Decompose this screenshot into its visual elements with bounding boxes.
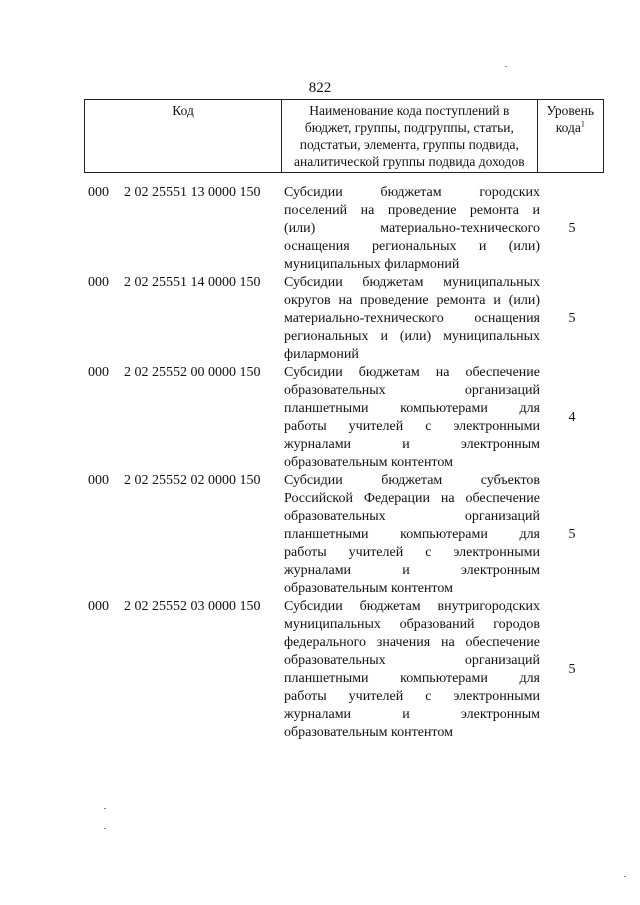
revenue-name-line: округов на проведение ремонта и (или) xyxy=(284,293,540,308)
header-level xyxy=(537,100,603,173)
revenue-name-line: Субсидии бюджетам на обеспечение xyxy=(284,365,540,380)
revenue-name xyxy=(284,364,540,472)
revenue-name-line: журналами и электронным xyxy=(284,707,540,722)
scan-speck xyxy=(104,808,106,809)
table-header xyxy=(84,99,604,173)
table-body xyxy=(84,184,604,742)
revenue-name xyxy=(284,598,540,742)
revenue-name-line: оснащения региональных и (или) xyxy=(284,239,540,254)
revenue-name-line: федерального значения на обеспечение xyxy=(284,635,540,650)
revenue-name-line: региональных и (или) муниципальных xyxy=(284,329,540,344)
revenue-name-line: образовательным контентом xyxy=(284,725,453,740)
header-code: Код xyxy=(85,100,282,173)
table-row xyxy=(84,598,604,742)
table-row xyxy=(84,184,604,274)
revenue-name-line: материально-технического оснащения xyxy=(284,311,540,326)
footnote-mark: 1 xyxy=(580,119,585,129)
code-level: 5 xyxy=(568,527,576,542)
table-row xyxy=(84,274,604,364)
revenue-name-line: журналами и электронным xyxy=(284,437,540,452)
revenue-name-line: планшетными компьютерами для xyxy=(284,671,540,686)
revenue-name-line: образовательных организаций xyxy=(284,383,540,398)
revenue-code: 2 02 25551 14 0000 150 xyxy=(124,275,261,290)
revenue-name-line: Субсидии бюджетам внутригородских xyxy=(284,599,540,614)
revenue-name-line: планшетными компьютерами для xyxy=(284,401,540,416)
admin-code: 000 xyxy=(88,365,109,380)
admin-code: 000 xyxy=(88,599,109,614)
revenue-name-line: работы учителей с электронными xyxy=(284,545,540,560)
code-level: 5 xyxy=(568,221,576,236)
page-number: 822 xyxy=(308,80,332,96)
revenue-name-line: (или) материально-технического xyxy=(284,221,540,236)
revenue-code: 2 02 25551 13 0000 150 xyxy=(124,185,261,200)
revenue-name xyxy=(284,274,540,364)
header-level-label: Уровень кода xyxy=(546,103,595,135)
revenue-name-line: работы учителей с электронными xyxy=(284,419,540,434)
scan-speck xyxy=(624,876,626,877)
revenue-name-line: планшетными компьютерами для xyxy=(284,527,540,542)
revenue-name xyxy=(284,184,540,274)
code-level: 5 xyxy=(568,662,576,677)
revenue-name-line: Российской Федерации на обеспечение xyxy=(284,491,540,506)
admin-code: 000 xyxy=(88,185,109,200)
revenue-name-line: образовательным контентом xyxy=(284,581,453,596)
revenue-name-line: Субсидии бюджетам городских xyxy=(284,185,540,200)
revenue-name-line: журналами и электронным xyxy=(284,563,540,578)
code-level: 5 xyxy=(568,311,576,326)
table-row xyxy=(84,472,604,598)
revenue-name-line: муниципальных филармоний xyxy=(284,257,460,272)
scan-speck xyxy=(104,828,106,829)
admin-code: 000 xyxy=(88,275,109,290)
revenue-name xyxy=(284,472,540,598)
revenue-name-line: образовательных организаций xyxy=(284,653,540,668)
revenue-name-line: муниципальных образований городов xyxy=(284,617,540,632)
header-name: Наименование кода поступлений в бюджет, группы, подгруппы, статьи, подстатьи, элемента, группы подвида, аналитической группы подвида доходов xyxy=(282,100,537,173)
revenue-name-line: филармоний xyxy=(284,347,359,362)
revenue-name-line: работы учителей с электронными xyxy=(284,689,540,704)
revenue-code: 2 02 25552 03 0000 150 xyxy=(124,599,261,614)
revenue-name-line: образовательным контентом xyxy=(284,455,453,470)
admin-code: 000 xyxy=(88,473,109,488)
revenue-name-line: Субсидии бюджетам субъектов xyxy=(284,473,540,488)
scan-speck xyxy=(505,66,507,67)
revenue-code: 2 02 25552 02 0000 150 xyxy=(124,473,261,488)
revenue-code: 2 02 25552 00 0000 150 xyxy=(124,365,261,380)
revenue-name-line: поселений на проведение ремонта и xyxy=(284,203,540,218)
revenue-name-line: образовательных организаций xyxy=(284,509,540,524)
code-level: 4 xyxy=(568,410,576,425)
revenue-name-line: Субсидии бюджетам муниципальных xyxy=(284,275,540,290)
table-row xyxy=(84,364,604,472)
